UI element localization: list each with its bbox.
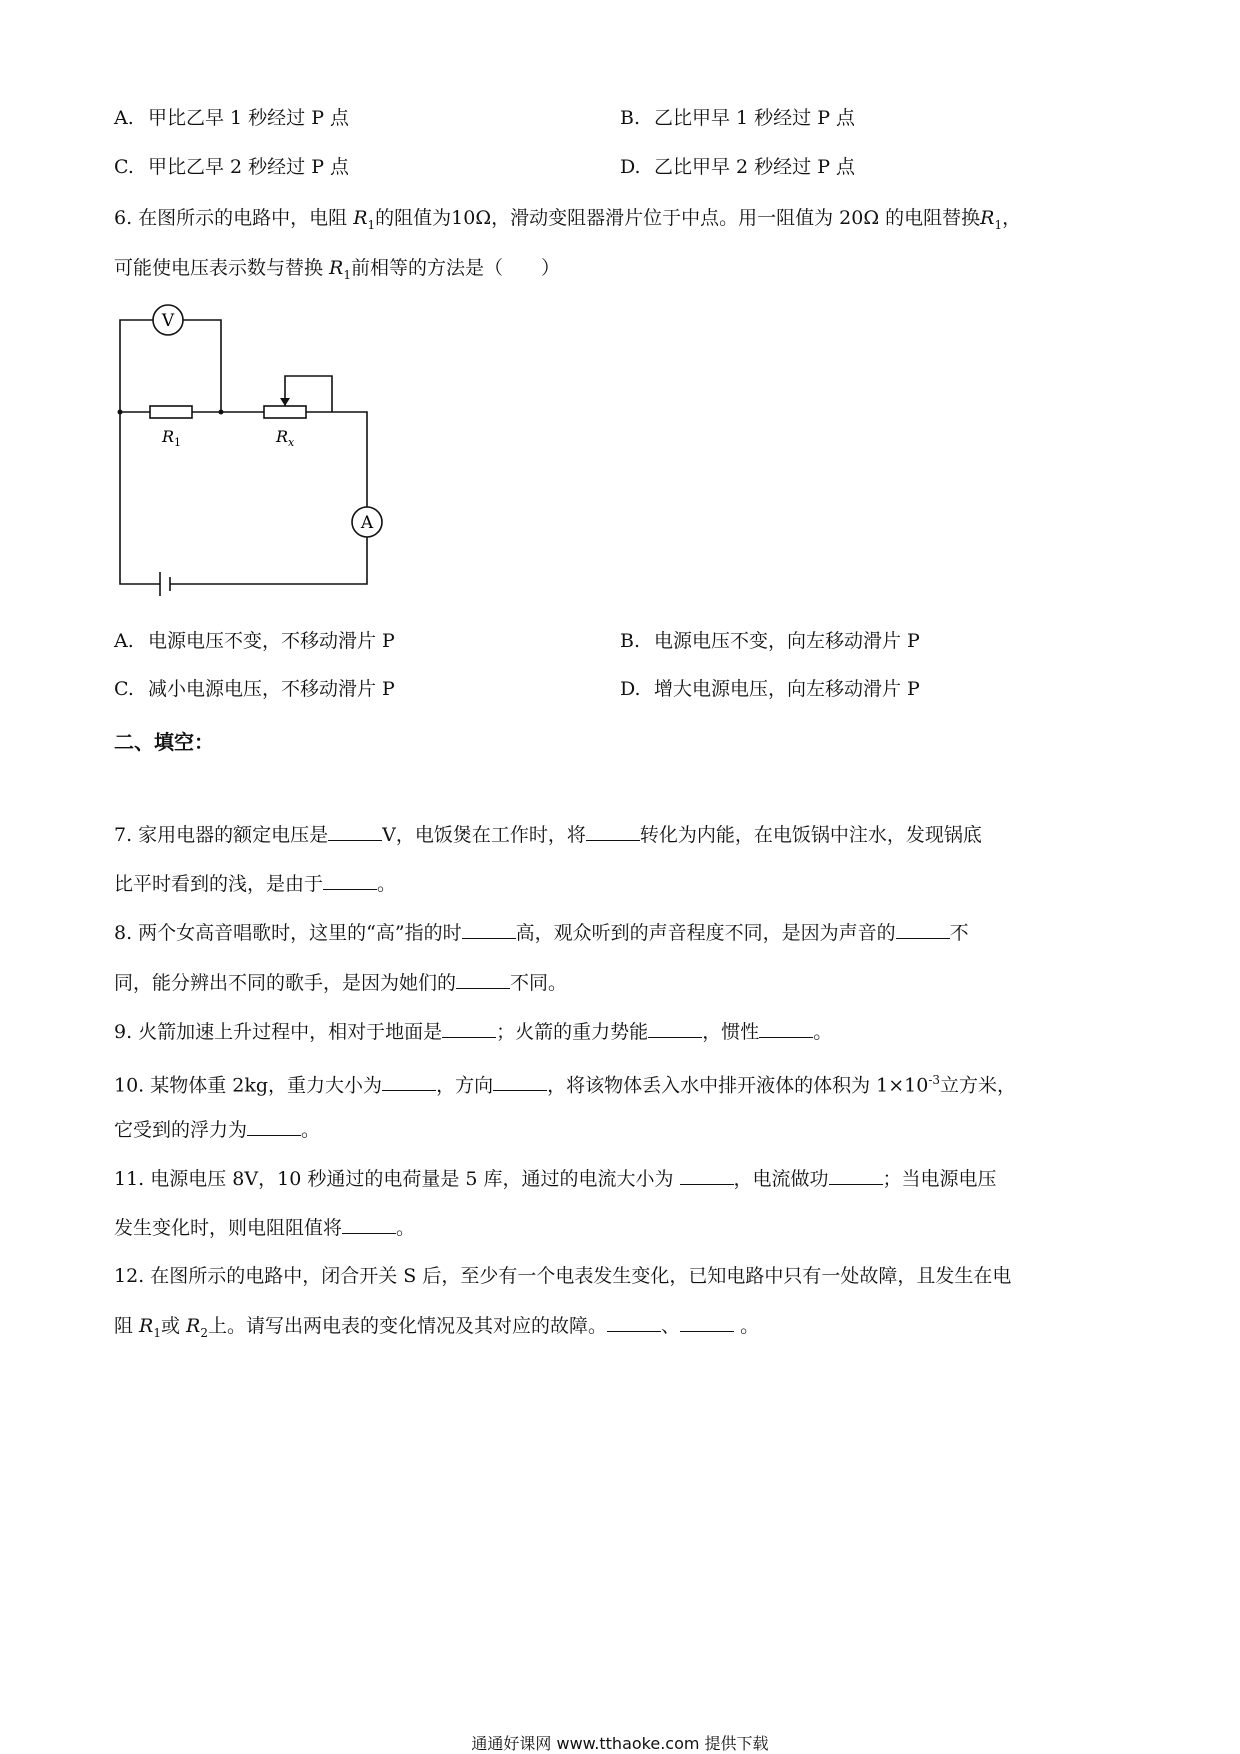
junction-dot [118, 410, 123, 415]
question-10-line-1: 10. 某物体重 2kg，重力大小为 ，方向 ，将该物体丢入水中排开液体的体积为 $1\times 10^{-3}$立方米， [114, 1073, 1017, 1097]
option-b: B. 乙比甲早 1 秒经过 P 点 [620, 107, 856, 129]
question-9: 9. 火箭加速上升过程中，相对于地面是 ；火箭的重力势能 ，惯性 。 [114, 1021, 833, 1043]
resistor-rx [264, 406, 306, 418]
answer-blank[interactable] [456, 970, 510, 989]
answer-blank[interactable] [462, 920, 516, 939]
answer-blank[interactable] [247, 1117, 301, 1136]
ammeter-label: A [360, 513, 374, 533]
voltmeter-label: V [161, 311, 175, 331]
option-a: A. 甲比乙早 1 秒经过 P 点 [114, 107, 350, 129]
answer-blank[interactable] [896, 920, 950, 939]
question-10-line-2: 它受到的浮力为 。 [114, 1119, 321, 1141]
answer-blank[interactable] [442, 1019, 496, 1038]
question-6-line-2: 可能使电压表示数与替换 $R_1$前相等的方法是（ ） [114, 257, 561, 282]
answer-blank[interactable] [648, 1019, 702, 1038]
r1-label: $R_1$ [162, 427, 182, 449]
wire [170, 537, 367, 584]
answer-blank[interactable] [323, 871, 377, 890]
resistor-r1 [150, 406, 192, 418]
answer-blank[interactable] [680, 1313, 734, 1332]
answer-blank[interactable] [342, 1215, 396, 1234]
question-8-line-1: 8. 两个女高音唱歌时，这里的“高”指的时 高，观众听到的声音程度不同，是因为声音的 不 [114, 922, 969, 944]
section-heading: 二、填空： [114, 730, 214, 754]
answer-blank[interactable] [586, 822, 640, 841]
option-d: D. 乙比甲早 2 秒经过 P 点 [620, 156, 856, 178]
answer-blank[interactable] [680, 1166, 734, 1185]
option-c: C. 甲比乙早 2 秒经过 P 点 [114, 156, 350, 178]
q6-option-b: B. 电源电压不变，向左移动滑片 P [620, 630, 920, 652]
answer-blank[interactable] [759, 1019, 813, 1038]
question-8-line-2: 同，能分辨出不同的歌手，是因为她们的 不同。 [114, 972, 568, 994]
answer-blank[interactable] [382, 1072, 436, 1091]
wire [183, 320, 221, 412]
footer-watermark: 通通好课网 www.tthaoke.com 提供下载 [471, 1734, 769, 1753]
rx-label: $R_x$ [276, 427, 295, 449]
q6-option-d: D. 增大电源电压，向左移动滑片 P [620, 678, 920, 700]
answer-blank[interactable] [493, 1072, 547, 1091]
wire [120, 412, 160, 584]
question-12-line-1: 12. 在图所示的电路中，闭合开关 S 后，至少有一个电表发生变化，已知电路中只有一处故障，且发生在电 [114, 1265, 1012, 1287]
wire [120, 320, 153, 412]
q6-option-a: A. 电源电压不变，不移动滑片 P [114, 630, 395, 652]
junction-dot [219, 410, 224, 415]
question-7-line-2: 比平时看到的浅，是由于 。 [114, 873, 397, 895]
question-7-line-1: 7. 家用电器的额定电压是 V，电饭煲在工作时，将 转化为内能，在电饭锅中注水，发现锅底 [114, 824, 982, 846]
question-12-line-2: 阻 $R_1$或 $R_2$上。请写出两电表的变化情况及其对应的故障。 、 。 [114, 1315, 760, 1340]
q6-option-c: C. 减小电源电压，不移动滑片 P [114, 678, 395, 700]
circuit-diagram [110, 300, 410, 600]
question-6-line-1: 6. 在图所示的电路中，电阻 $R_1$的阻值为10Ω，滑动变阻器滑片位于中点。用一阻值为 20Ω 的电阻替换$R_1$， [114, 207, 1022, 232]
slider-arrow-icon [280, 398, 290, 406]
answer-blank[interactable] [829, 1166, 883, 1185]
wire [306, 412, 367, 507]
answer-blank[interactable] [328, 822, 382, 841]
answer-blank[interactable] [607, 1313, 661, 1332]
question-11-line-2: 发生变化时，则电阻阻值将 。 [114, 1217, 416, 1239]
question-11-line-1: 11. 电源电压 8V，10 秒通过的电荷量是 5 库，通过的电流大小为 ，电流做功 ；当电源电压 [114, 1168, 997, 1190]
